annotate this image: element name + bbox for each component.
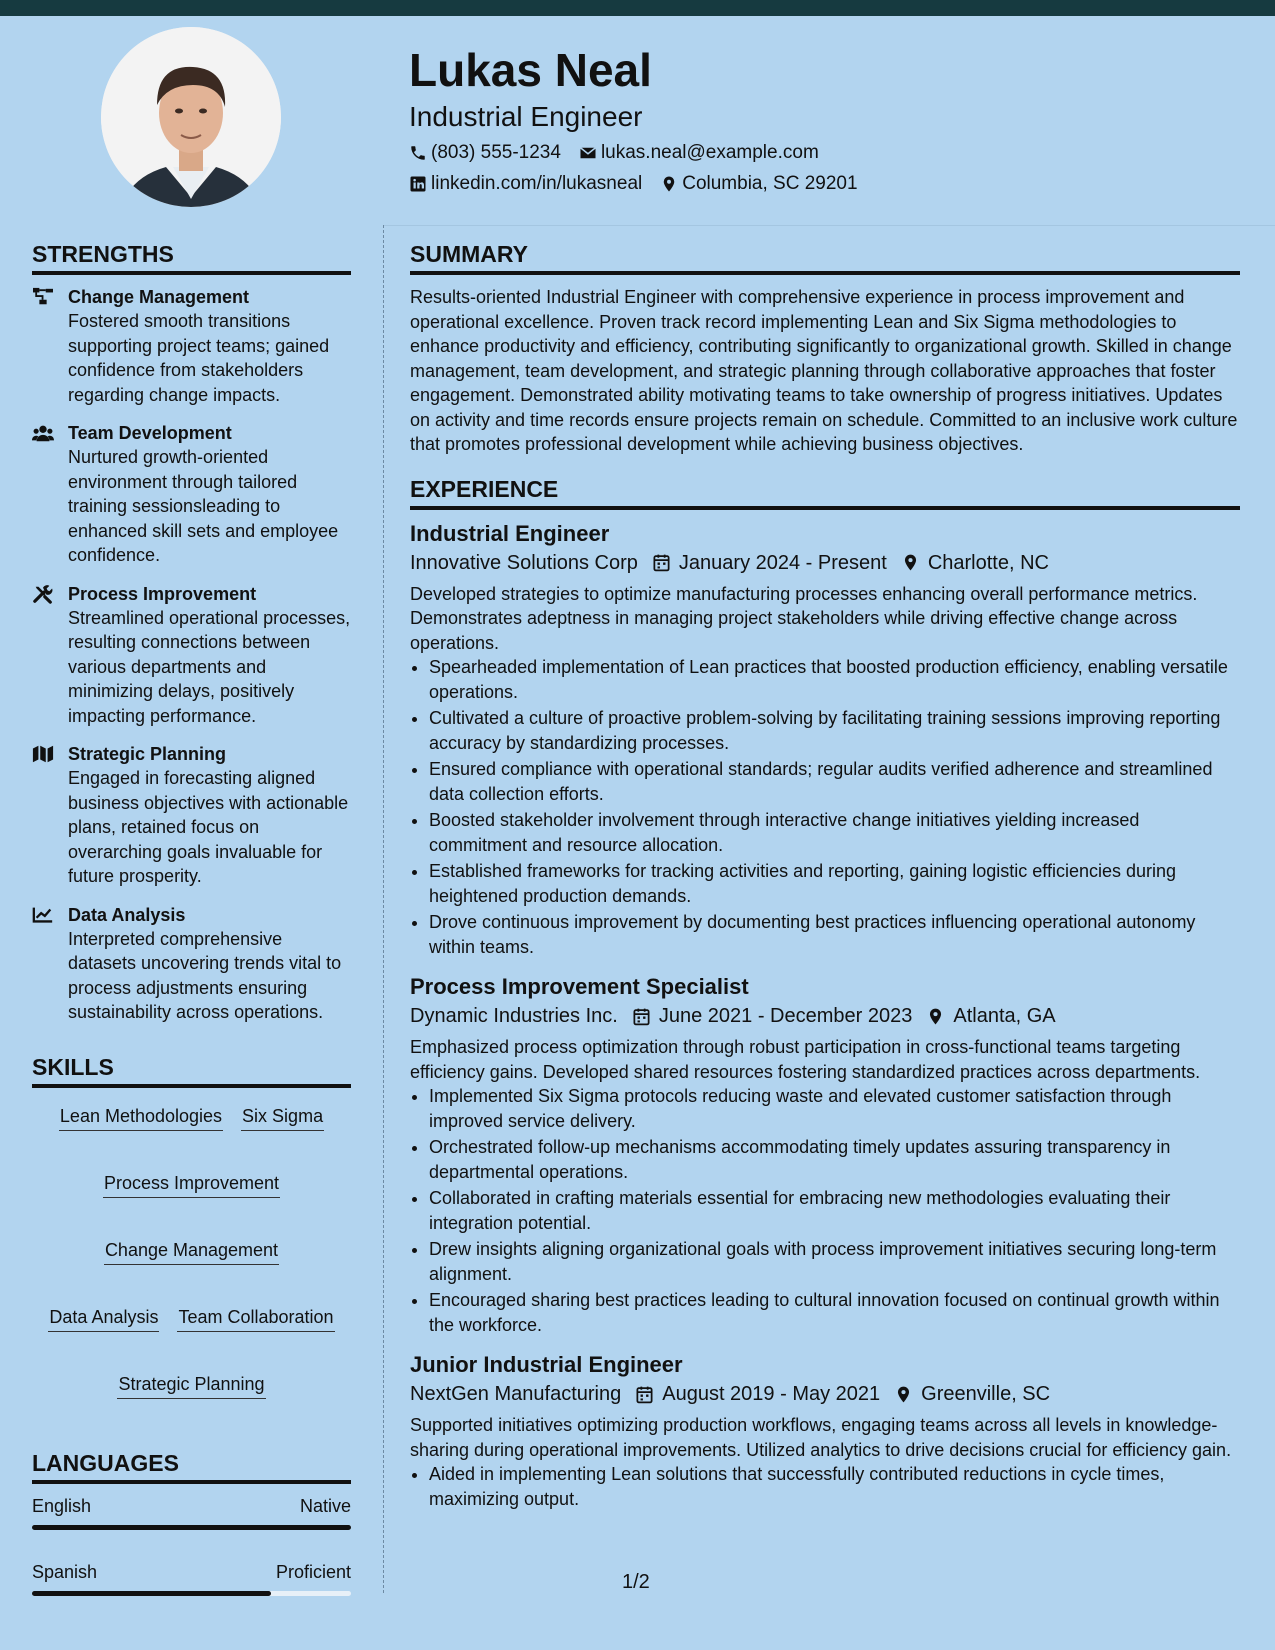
- strength-item: [32, 285, 351, 407]
- map-pin-icon: [894, 1385, 913, 1404]
- job-bullet: • Orchestrated follow-up mechanisms accommodating timely updates assuring transparency in departmental operations.: [429, 1135, 1240, 1184]
- phone-icon: [409, 144, 427, 162]
- page-number: 1/2: [622, 1571, 650, 1593]
- skills-list: [32, 1098, 351, 1417]
- job-description: Emphasized process optimization through robust participation in cross-functional teams targeting efficiency gains. Developed shared resources fostering standardized practices across departments.: [410, 1037, 1201, 1082]
- resume-header: [409, 40, 858, 196]
- strength-desc: Streamlined operational processes, resulting connections between various departments and minimizing delays, positively impacting performance.: [68, 607, 351, 726]
- job-dates: January 2024 - Present: [678, 551, 887, 574]
- calendar-icon: [652, 553, 671, 572]
- job-dates: August 2019 - May 2021: [662, 1383, 881, 1405]
- summary-text: Results-oriented Industrial Engineer with comprehensive experience in process improvement and operational excellence. Proven track record implementing Lean and Six Sigma methodologies to enhance productivity and efficiency, contributing significantly to organizational growth. Skilled in change management, team development, and strategic planning through collaborative approaches that foster engagement. Demonstrated ability motivating teams to take ownership of progress initiatives. Updates on activity and time records ensure projects remain on schedule. Committed to an inclusive work culture that promotes professional development while achieving business objectives.: [410, 287, 1238, 454]
- job-location: Charlotte, NC: [927, 551, 1049, 574]
- map-icon: [32, 744, 54, 764]
- strengths-heading: STRENGTHS: [32, 240, 351, 275]
- job-bullet: • Boosted stakeholder involvement through interactive change initiatives yielding increased commitment and resource allocation.: [429, 808, 1240, 857]
- column-divider: [383, 225, 384, 1593]
- language-level: Proficient: [275, 1561, 351, 1582]
- job-bullets: [410, 1084, 1240, 1337]
- skill-tag: Six Sigma: [241, 1104, 324, 1131]
- job-entry: [410, 973, 1240, 1337]
- map-pin-icon: [901, 553, 920, 572]
- calendar-icon: [632, 1007, 651, 1026]
- summary-heading: SUMMARY: [410, 240, 1240, 275]
- strength-item: [32, 421, 351, 568]
- job-bullet: • Drew insights aligning organizational goals with process improvement initiatives securing long-term alignment.: [429, 1237, 1240, 1286]
- candidate-name: Lukas Neal: [409, 44, 652, 96]
- language-item: [32, 1494, 351, 1530]
- languages-heading: LANGUAGES: [32, 1449, 351, 1484]
- job-bullet: • Cultivated a culture of proactive problem-solving by facilitating training sessions improving reporting accuracy by standardizing processes.: [429, 706, 1240, 755]
- job-entry: [410, 520, 1240, 960]
- linkedin-icon: [409, 175, 427, 193]
- job-bullet: • Established frameworks for tracking activities and reporting, gaining logistic efficiencies during heightened production demands.: [429, 859, 1240, 908]
- strength-title: Strategic Planning: [68, 744, 227, 764]
- job-entry: [410, 1351, 1240, 1511]
- strength-desc: Engaged in forecasting aligned business objectives with actionable plans, retained focus on overarching goals invaluable for future prosperity.: [68, 768, 349, 886]
- job-dates: June 2021 - December 2023: [658, 1005, 913, 1027]
- email-contact[interactable]: [579, 141, 819, 165]
- job-location: Atlanta, GA: [953, 1005, 1056, 1027]
- strength-desc: Interpreted comprehensive datasets uncovering trends vital to process adjustments ensuring sustainability across operations.: [68, 928, 342, 1022]
- job-bullet: • Spearheaded implementation of Lean practices that boosted production efficiency, enabling versatile operations.: [429, 655, 1240, 704]
- skill-tag: Change Management: [104, 1238, 279, 1265]
- top-bar: [0, 0, 1275, 16]
- candidate-title: Industrial Engineer: [409, 101, 643, 132]
- skill-tag: Data Analysis: [48, 1305, 159, 1332]
- strength-item: [32, 742, 351, 889]
- avatar: [101, 27, 281, 207]
- job-company: NextGen Manufacturing: [410, 1383, 622, 1405]
- job-company: Innovative Solutions Corp: [410, 551, 638, 574]
- calendar-icon: [635, 1385, 654, 1404]
- strength-title: Process Improvement: [68, 583, 257, 604]
- tools-icon: [32, 584, 54, 604]
- strength-title: Data Analysis: [68, 904, 186, 925]
- strength-desc: Nurtured growth-oriented environment through tailored training sessionsleading to enhanced skill sets and employee confidence.: [68, 447, 339, 565]
- job-title: Industrial Engineer: [410, 520, 610, 546]
- language-proficiency-fill: [32, 1591, 271, 1596]
- location-text: Columbia, SC 29201: [682, 173, 858, 194]
- experience-heading: EXPERIENCE: [410, 475, 1240, 510]
- language-name: Spanish: [32, 1561, 98, 1582]
- job-description: Developed strategies to optimize manufacturing processes enhancing overall performance metrics. Demonstrates adeptness in managing project stakeholders while driving effective change across operations.: [410, 583, 1198, 653]
- job-title: Junior Industrial Engineer: [410, 1352, 683, 1377]
- job-bullet: • Collaborated in crafting materials essential for embracing new methodologies evaluating their integration potential.: [429, 1186, 1240, 1235]
- envelope-icon: [579, 144, 597, 162]
- language-proficiency-fill: [32, 1525, 351, 1530]
- strength-title: Change Management: [68, 287, 250, 307]
- job-company: Dynamic Industries Inc.: [410, 1005, 618, 1027]
- skill-tag: Team Collaboration: [177, 1305, 334, 1332]
- right-column: [410, 240, 1240, 1525]
- linkedin-text[interactable]: linkedin.com/in/lukasneal: [431, 173, 643, 194]
- skill-tag: Strategic Planning: [117, 1372, 265, 1399]
- job-bullet: • Drove continuous improvement by documenting best practices influencing operational autonomy within teams.: [429, 910, 1240, 959]
- job-description: Supported initiatives optimizing production workflows, engaging teams across all levels in knowledge-sharing during operational improvements. Utilized analytics to drive decisions crucial for efficiency gain.: [410, 1415, 1232, 1460]
- skill-tag: Process Improvement: [103, 1171, 280, 1198]
- job-bullets: [410, 655, 1240, 959]
- linkedin-contact[interactable]: [409, 172, 642, 196]
- language-level: Native: [299, 1495, 351, 1516]
- strength-item: [32, 582, 351, 729]
- strength-item: [32, 903, 351, 1025]
- language-proficiency-bar: [32, 1525, 351, 1530]
- job-bullet: • Ensured compliance with operational standards; regular audits verified adherence and streamlined data collection efforts.: [429, 757, 1240, 806]
- language-name: English: [32, 1495, 92, 1516]
- network-icon: [32, 287, 54, 307]
- strength-title: Team Development: [68, 423, 232, 443]
- skill-tag: Lean Methodologies: [59, 1104, 223, 1131]
- phone-contact: [409, 141, 561, 165]
- chart-line-icon: [32, 905, 54, 925]
- job-bullets: [410, 1462, 1240, 1511]
- left-column: [32, 240, 351, 1626]
- email-text[interactable]: lukas.neal@example.com: [600, 142, 819, 163]
- skills-heading: SKILLS: [32, 1053, 351, 1088]
- job-bullet: • Implemented Six Sigma protocols reducing waste and elevated customer satisfaction through improved service delivery.: [429, 1084, 1240, 1133]
- language-proficiency-bar: [32, 1591, 351, 1596]
- job-bullet: • Aided in implementing Lean solutions that successfully contributed reductions in cycle times, maximizing output.: [429, 1462, 1240, 1511]
- phone-text: (803) 555-1234: [431, 142, 561, 163]
- job-bullet: • Encouraged sharing best practices leading to cultural innovation focused on continual growth within the workforce.: [429, 1288, 1240, 1337]
- users-icon: [32, 423, 54, 443]
- header-divider: [383, 225, 1275, 226]
- location-contact: [660, 172, 857, 196]
- language-item: [32, 1560, 351, 1596]
- map-pin-icon: [926, 1007, 945, 1026]
- job-location: Greenville, SC: [921, 1383, 1051, 1405]
- strength-desc: Fostered smooth transitions supporting project teams; gained confidence from stakeholders regarding change impacts.: [68, 311, 330, 405]
- map-pin-icon: [660, 175, 678, 193]
- job-title: Process Improvement Specialist: [410, 974, 749, 999]
